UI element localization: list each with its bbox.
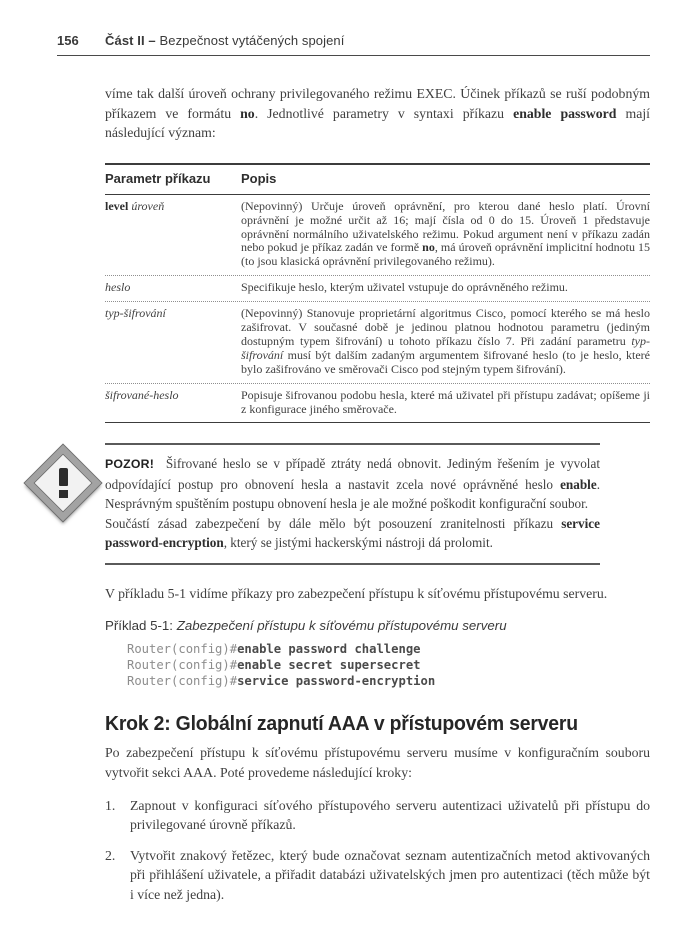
numbered-list xyxy=(105,796,650,905)
warning-note-body xyxy=(105,443,600,564)
running-title-chapter: Bezpečnost vytáčených spojení xyxy=(159,33,345,48)
table-header-param: Parametr příkazu xyxy=(105,170,211,186)
list-item xyxy=(105,796,650,835)
table-row xyxy=(105,301,650,383)
intro-paragraph: víme tak další úroveň ochrany privilegovaného režimu EXEC. Účinek příkazů se ruší podobným příkazem ve formátu no. Jednotlivé parametry v syntaxi příkazu enable password mají následující význam: xyxy=(105,86,650,141)
page-number: 156 xyxy=(57,33,79,48)
desc-cell: (Nepovinný) Určuje úroveň oprávnění, pro kterou dané heslo platí. Úrovní oprávnění je možné určit až 16; mají čísla od 0 do 15. Úroveň 1 představuje oprávnění normálního uživatelského režimu. Pokud argument není v příkazu zadán nebo pokud je příkaz zadán ve formě no, má úroveň oprávnění implicitní hodnotu 15 (to jsou klasická oprávnění privilegovaného režimu). xyxy=(241,198,650,269)
table-row xyxy=(105,275,650,301)
desc-cell: (Nepovinný) Stanovuje proprietární algoritmus Cisco, pomocí kterého se má heslo zašifrovat. V současné době je jedinou platnou hodnotou parametru (jediným dostupným typem šifrování) u tohoto příkazu číslo 7. Při zadání parametru typ-šifrování musí být dalším zadaným argumentem šifrované heslo (to je heslo, které bylo zašifrováno ve směrovači Cisco pod stejným typem šifrování). xyxy=(241,306,650,376)
desc-cell: Popisuje šifrovanou podobu hesla, které má uživatel při přístupu zadávat; opíšeme ji z konfigurace jiného směrovače. xyxy=(241,387,650,416)
section-paragraph: Po zabezpečení přístupu k síťovému přístupovému serveru musíme v konfiguračním souboru vytvořit sekci AAA. Poté provedeme následující kroky: xyxy=(105,745,650,781)
code-line: Router(config)#service password-encryption xyxy=(127,673,436,688)
table-header-popis: Popis xyxy=(241,170,277,186)
example-title: Zabezpečení přístupu k síťovému přístupovému serveru xyxy=(176,618,507,634)
list-item-text: Vytvořit znakový řetězec, který bude označovat seznam autentizačních metod aktivovaných při přihlášení uživatele, a přiřadit databázi uživatelských jmen pro autentizaci (těch může být i více než jedna). xyxy=(130,847,650,903)
code-line: Router(config)#enable password challenge xyxy=(127,642,421,657)
warning-note xyxy=(0,443,650,564)
running-title-part: Část II – xyxy=(105,33,160,48)
list-item-number: 2. xyxy=(105,847,116,863)
note-paragraph: Součástí zásad zabezpečení by dále mělo být posouzení zranitelnosti příkazu service password-encryption, který se jistými hackerskými nástroji dá prolomit. xyxy=(105,515,600,551)
list-item xyxy=(105,846,650,905)
table-header-row xyxy=(105,165,650,195)
param-cell: typ-šifrování xyxy=(105,306,166,321)
table-row xyxy=(105,195,650,276)
exclamation-icon xyxy=(42,462,84,504)
list-item-text: Zapnout v konfiguraci síťového přístupového serveru autentizaci uživatelů při přístupu do privilegované úrovně příkazů. xyxy=(130,797,650,833)
example-label: Příklad 5-1: xyxy=(105,618,173,634)
note-paragraph: POZOR! Šifrované heslo se v případě ztráty nedá obnovit. Jediným řešením je vyvolat odpovídající postup pro obnovení hesla a nastavit zcela nové oprávněné heslo enable. Nesprávným spuštěním postupu obnovení hesla je ale možné poškodit konfigurační soubor. xyxy=(105,456,600,512)
warning-icon xyxy=(25,445,101,521)
list-item-number: 1. xyxy=(105,797,116,813)
table-row xyxy=(105,383,650,423)
example-intro-paragraph: V příkladu 5-1 vidíme příkazy pro zabezpečení přístupu k síťovému přístupovému serveru. xyxy=(105,585,608,601)
code-listing xyxy=(127,642,650,689)
desc-cell: Specifikuje heslo, kterým uživatel vstupuje do oprávněného režimu. xyxy=(241,280,568,295)
header-rule xyxy=(57,55,650,56)
warning-icon-column xyxy=(0,443,105,564)
parameter-table xyxy=(105,163,650,424)
code-line: Router(config)#enable secret supersecret xyxy=(127,657,421,672)
param-cell: šifrované-heslo xyxy=(105,387,179,402)
param-cell: level úroveň xyxy=(105,198,165,213)
example-caption xyxy=(105,618,650,633)
running-title xyxy=(105,33,344,48)
section-heading: Krok 2: Globální zapnutí AAA v přístupovém serveru xyxy=(105,713,578,736)
param-cell: heslo xyxy=(105,280,131,295)
running-header xyxy=(57,33,650,48)
